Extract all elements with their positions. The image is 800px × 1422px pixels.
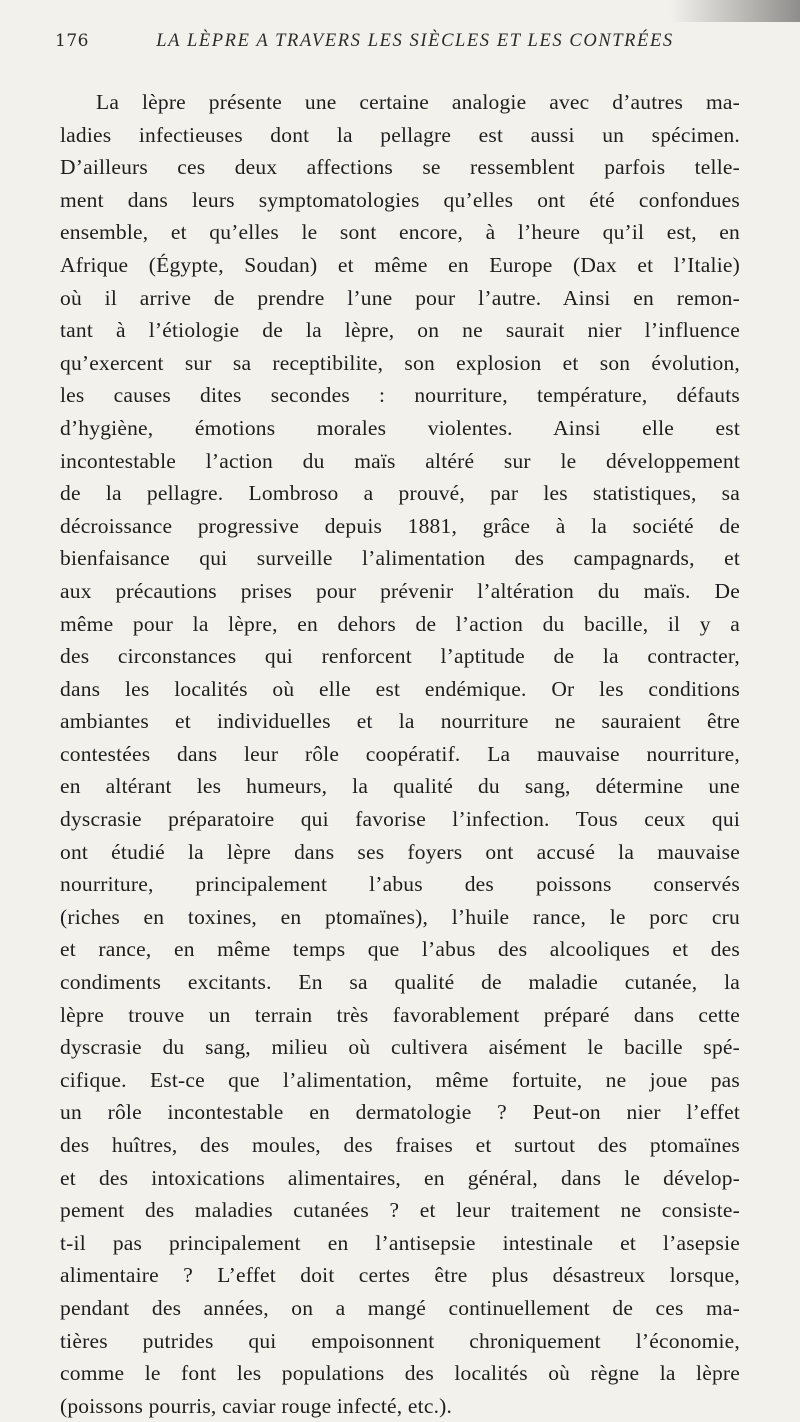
- text-line: bienfaisance qui surveille l’alimentation des campagnards, et: [60, 546, 740, 571]
- text-line: (poissons pourris, caviar rouge infecté, etc.).: [60, 1393, 453, 1418]
- text-line: lèpre trouve un terrain très favorablement préparé dans cette: [60, 1002, 740, 1027]
- text-line: dans les localités où elle est endémique. Or les conditions: [60, 676, 740, 701]
- text-line: tières putrides qui empoisonnent chroniquement l’économie,: [60, 1328, 740, 1353]
- text-line: de la pellagre. Lombroso a prouvé, par les statistiques, sa: [60, 481, 740, 506]
- text-line: alimentaire ? L’effet doit certes être plus désastreux lorsque,: [60, 1263, 740, 1288]
- text-line: pendant des années, on a mangé continuellement de ces ma-: [60, 1295, 740, 1320]
- text-line: contestées dans leur rôle coopératif. La mauvaise nourriture,: [60, 741, 740, 766]
- text-line: comme le font les populations des localités où règne la lèpre: [60, 1361, 740, 1386]
- text-line: D’ailleurs ces deux affections se ressemblent parfois telle-: [60, 155, 740, 180]
- text-line: tant à l’étiologie de la lèpre, on ne saurait nier l’influence: [60, 318, 740, 343]
- text-line: incontestable l’action du maïs altéré sur le développement: [60, 448, 740, 473]
- text-line: en altérant les humeurs, la qualité du sang, détermine une: [60, 774, 740, 799]
- text-line: aux précautions prises pour prévenir l’altération du maïs. De: [60, 578, 740, 603]
- text-line: même pour la lèpre, en dehors de l’action du bacille, il y a: [60, 611, 740, 636]
- text-line: condiments excitants. En sa qualité de maladie cutanée, la: [60, 970, 740, 995]
- text-line: et rance, en même temps que l’abus des alcooliques et des: [60, 937, 740, 962]
- text-line: ensemble, et qu’elles le sont encore, à l’heure qu’il est, en: [60, 220, 740, 245]
- text-line: des circonstances qui renforcent l’aptitude de la contracter,: [60, 644, 740, 669]
- text-line: ambiantes et individuelles et la nourriture ne sauraient être: [60, 709, 740, 734]
- text-line: des huîtres, des moules, des fraises et surtout des ptomaïnes: [60, 1133, 740, 1157]
- text-line: les causes dites secondes : nourriture, température, défauts: [60, 383, 740, 408]
- text-line: ladies infectieuses dont la pellagre est aussi un spécimen.: [60, 122, 740, 147]
- text-line: dyscrasie préparatoire qui favorise l’infection. Tous ceux qui: [60, 807, 740, 832]
- text-line: où il arrive de prendre l’une pour l’autre. Ainsi en remon-: [60, 285, 740, 310]
- text-line: et des intoxications alimentaires, en général, dans le dévelop-: [60, 1165, 740, 1190]
- text-line: ont étudié la lèpre dans ses foyers ont accusé la mauvaise: [60, 839, 740, 864]
- text-line: dyscrasie du sang, milieu où cultivera aisément le bacille spé-: [60, 1035, 740, 1060]
- text-line: Afrique (Égypte, Soudan) et même en Europe (Dax et l’Italie): [60, 252, 740, 277]
- running-header: [55, 31, 745, 59]
- running-title: LA LÈPRE A TRAVERS LES SIÈCLES ET LES CONTRÉES: [156, 31, 674, 51]
- text-line: (riches en toxines, en ptomaïnes), l’huile rance, le porc cru: [60, 904, 740, 929]
- text-line: cifique. Est-ce que l’alimentation, même fortuite, ne joue pas: [60, 1067, 740, 1092]
- text-line: t-il pas principalement en l’antisepsie intestinale et l’asepsie: [60, 1230, 740, 1255]
- text-line: nourriture, principalement l’abus des poissons conservés: [60, 872, 740, 897]
- text-line: un rôle incontestable en dermatologie ? Peut-on nier l’effet: [60, 1100, 740, 1125]
- text-line: ment dans leurs symptomatologies qu’elles ont été confondues: [60, 187, 740, 212]
- text-line: pement des maladies cutanées ? et leur traitement ne consiste-: [60, 1198, 740, 1223]
- text-line: qu’exercent sur sa receptibilite, son explosion et son évolution,: [60, 350, 740, 375]
- body-text: [60, 86, 740, 1422]
- text-line: d’hygiène, émotions morales violentes. Ainsi elle est: [60, 415, 740, 440]
- text-line: décroissance progressive depuis 1881, grâce à la société de: [60, 513, 740, 538]
- page-number: 176: [55, 31, 89, 51]
- text-line: La lèpre présente une certaine analogie avec d’autres ma-: [96, 90, 740, 114]
- scan-corner-shadow: [670, 0, 800, 22]
